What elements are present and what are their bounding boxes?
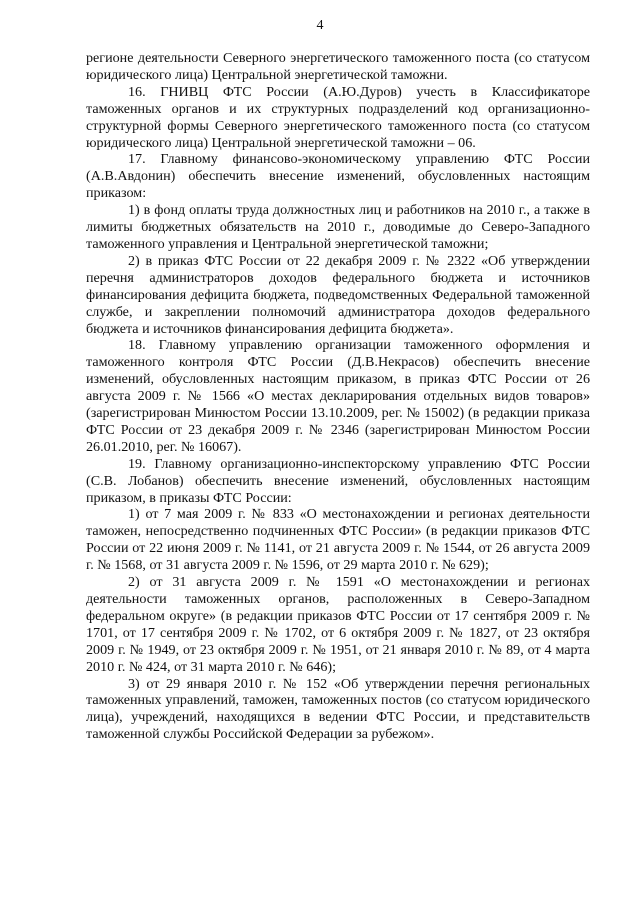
paragraph-continuation: регионе деятельности Северного энергетического таможенного поста (со статусом юридического лица) Центральной энергетической таможни. <box>86 50 590 83</box>
page-number: 4 <box>316 18 324 33</box>
paragraph-item-17-1: 1) в фонд оплаты труда должностных лиц и работников на 2010 г., а также в лимиты бюджетных обязательств на 2010 г., доводимые до Северо-Западного таможенного управления и Центральной энергетической таможни; <box>86 202 590 252</box>
paragraph-item-18: 18. Главному управлению организации таможенного оформления и таможенного контроля ФТС России (Д.В.Некрасов) обеспечить внесение изменений, обусловленных настоящим приказом, в приказ ФТС России от 26 августа 2009 г. № 1566 «О местах декларирования отдельных видов товаров» (зарегистрирован Минюстом России 13.10.2009, рег. № 15002) (в редакции приказа ФТС России от 23 декабря 2009 г. № 2346 (зарегистрирован Минюстом России 26.01.2010, рег. № 16067). <box>86 337 590 455</box>
paragraph-item-17-2: 2) в приказ ФТС России от 22 декабря 2009 г. № 2322 «Об утверждении перечня администраторов доходов федерального бюджета и источников финансирования дефицита бюджета, подведомственных Федеральной таможенной службе, и закреплении полномочий администратора доходов федерального бюджета и источников финансирования дефицита бюджета». <box>86 252 590 337</box>
paragraph-item-19-1: 1) от 7 мая 2009 г. № 833 «О местонахождении и регионах деятельности таможен, непосредственно подчиненных ФТС России» (в редакции приказов ФТС России от 22 июня 2009 г. № 1141, от 21 августа 2009 г. № 1544, от 26 августа 2009 г. № 1568, от 31 августа 2009 г. № 1596, от 29 марта 2010 г. № 629); <box>86 506 590 574</box>
paragraph-item-19: 19. Главному организационно-инспекторскому управлению ФТС России (С.В. Лобанов) обеспечить внесение изменений, обусловленных настоящим приказом, в приказы ФТС России: <box>86 455 590 506</box>
paragraph-item-19-2: 2) от 31 августа 2009 г. № 1591 «О местонахождении и регионах деятельности таможенных органов, расположенных в Северо-Западном федеральном округе» (в редакции приказов ФТС России от 17 сентября 2009 г. № 1701, от 17 сентября 2009 г. № 1702, от 6 октября 2009 г. № 1827, от 23 октября 2009 г. № 1949, от 23 октября 2009 г. № 1951, от 21 января 2010 г. № 89, от 4 марта 2010 г. № 424, от 31 марта 2010 г. № 646); <box>86 574 590 675</box>
paragraph-item-17: 17. Главному финансово-экономическому управлению ФТС России (А.В.Авдонин) обеспечить внесение изменений, обусловленных настоящим приказом: <box>86 151 590 202</box>
paragraph-item-19-3: 3) от 29 января 2010 г. № 152 «Об утверждении перечня региональных таможенных управлений, таможен, таможенных постов (со статусом юридического лица), учреждений, находящихся в ведении ФТС России, и представительств таможенной службы Российской Федерации за рубежом». <box>86 675 590 743</box>
paragraph-item-16: 16. ГНИВЦ ФТС России (А.Ю.Дуров) учесть в Классификаторе таможенных органов и их структурных подразделений код организационно-структурной формы Северного энергетического таможенного поста (со статусом юридического лица) Центральной энергетической таможни – 06. <box>86 83 590 151</box>
document-body <box>86 50 590 743</box>
